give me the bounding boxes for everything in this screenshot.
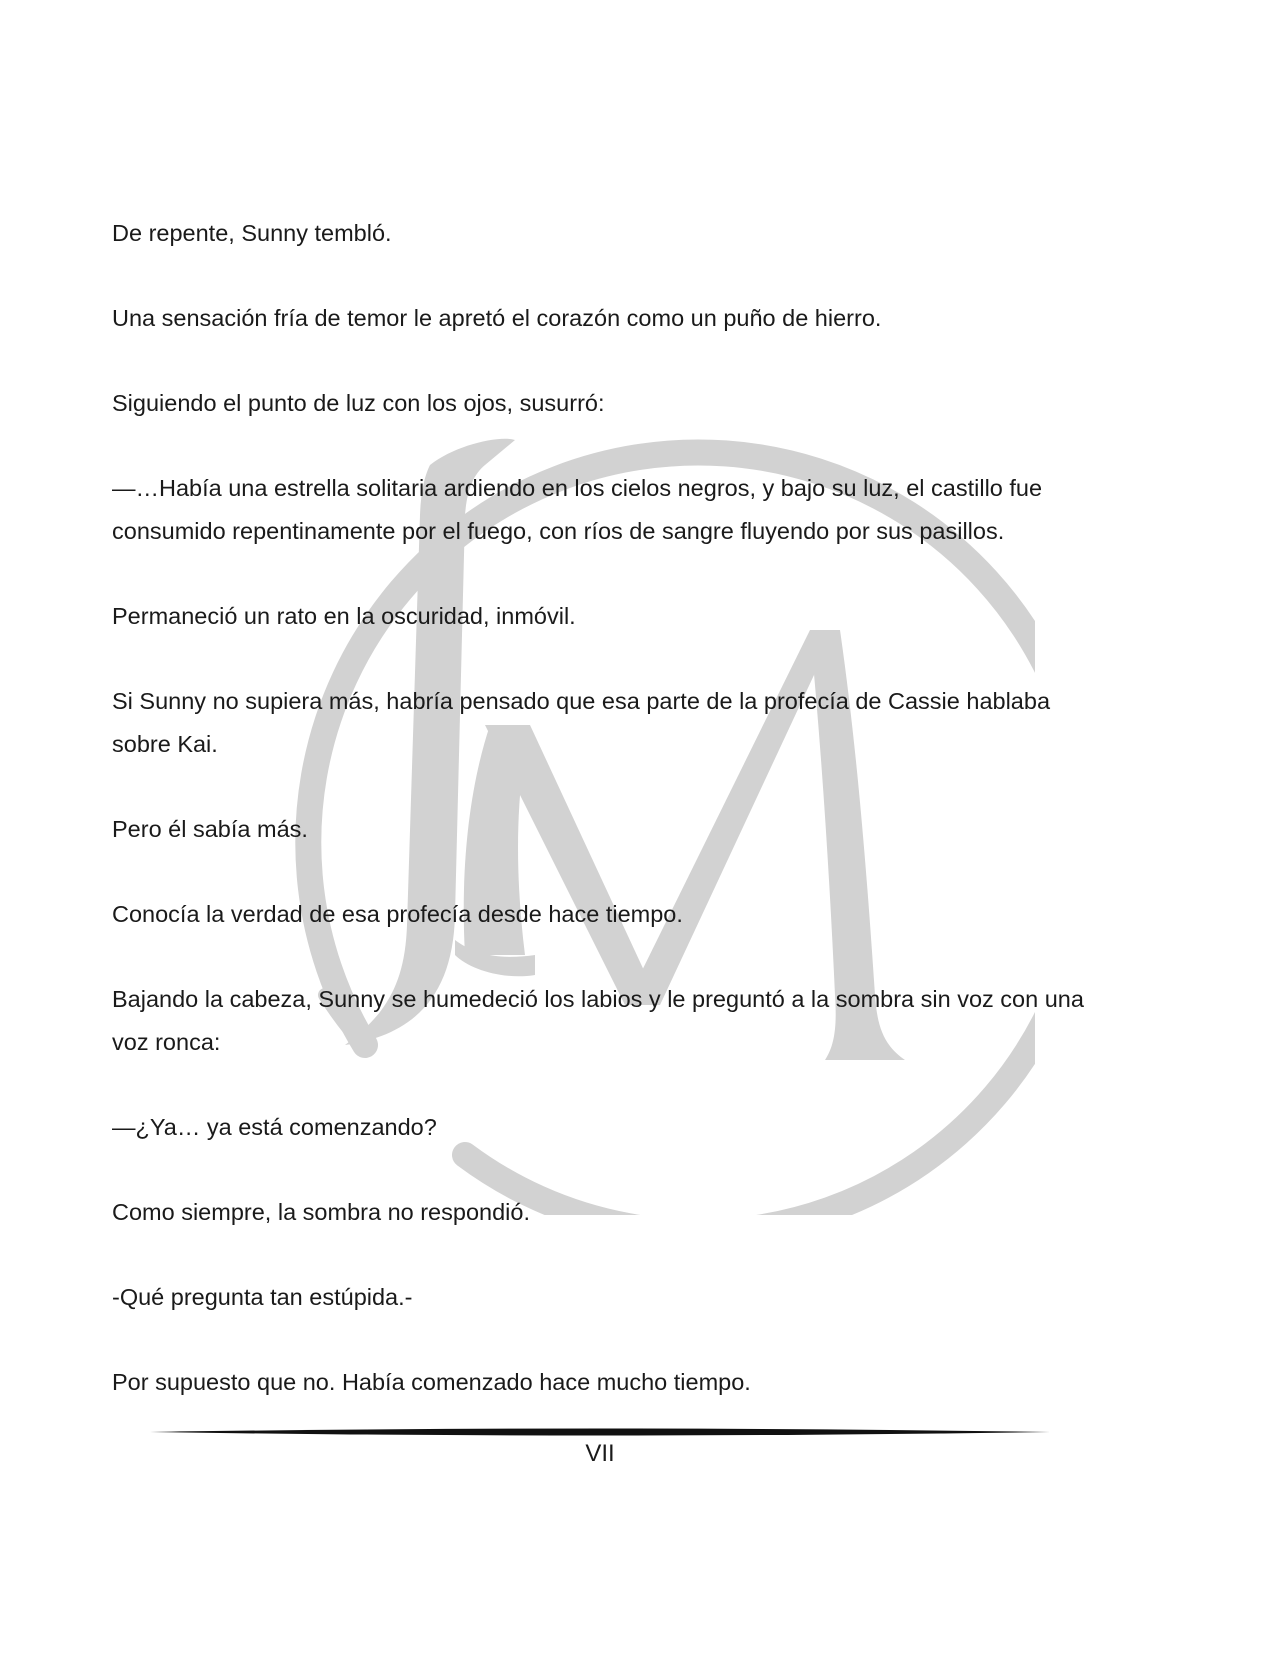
paragraph: Por supuesto que no. Había comenzado hace mucho tiempo.	[112, 1369, 751, 1395]
document-body	[112, 212, 1112, 1446]
footer-divider	[150, 1425, 1050, 1439]
paragraph: Como siempre, la sombra no respondió.	[112, 1199, 530, 1225]
paragraph: Siguiendo el punto de luz con los ojos, susurró:	[112, 390, 605, 416]
paragraph: Pero él sabía más.	[112, 816, 308, 842]
paragraph: —…Había una estrella solitaria ardiendo en los cielos negros, y bajo su luz, el castillo fue consumido repentinamente por el fuego, con ríos de sangre fluyendo por sus pasillos.	[112, 475, 1043, 544]
paragraph: -Qué pregunta tan estúpida.-	[112, 1284, 413, 1310]
paragraph: Una sensación fría de temor le apretó el corazón como un puño de hierro.	[112, 305, 882, 331]
paragraph: De repente, Sunny tembló.	[112, 220, 392, 246]
paragraph: Bajando la cabeza, Sunny se humedeció los labios y le preguntó a la sombra sin voz con una voz ronca:	[112, 986, 1084, 1055]
paragraph: Permaneció un rato en la oscuridad, inmóvil.	[112, 603, 576, 629]
paragraph: —¿Ya… ya está comenzando?	[112, 1114, 437, 1140]
paragraph: Conocía la verdad de esa profecía desde hace tiempo.	[112, 901, 683, 927]
page-number: VII	[585, 1440, 615, 1467]
paragraph: Si Sunny no supiera más, habría pensado que esa parte de la profecía de Cassie hablaba sobre Kai.	[112, 688, 1051, 757]
